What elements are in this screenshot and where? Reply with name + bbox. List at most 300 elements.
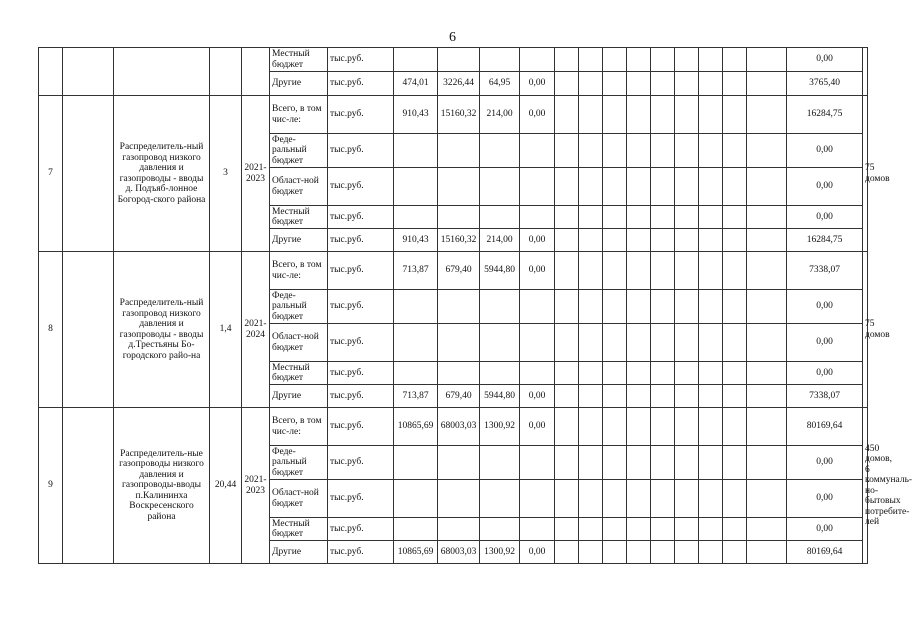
fin-type-cell: Феде-ральный бюджет bbox=[270, 290, 328, 324]
row-number-cell: 9 bbox=[39, 408, 63, 564]
value-cell bbox=[480, 362, 520, 385]
fin-type-cell: Област-ной бюджет bbox=[270, 480, 328, 518]
empty-year-cell bbox=[747, 385, 787, 408]
empty-year-cell bbox=[579, 134, 603, 168]
object-name-cell: Распределитель-ные газопроводы низкого давления и газопроводы-вводы п.Калининха Воскресенского района bbox=[114, 408, 210, 564]
empty-year-cell bbox=[627, 72, 651, 96]
empty-year-cell bbox=[675, 290, 699, 324]
empty-year-cell bbox=[699, 362, 723, 385]
fin-type-cell: Всего, в том чис-ле: bbox=[270, 96, 328, 134]
empty-year-cell bbox=[579, 290, 603, 324]
period-cell: 2021-2024 bbox=[242, 252, 270, 408]
empty-year-cell bbox=[603, 290, 627, 324]
empty-year-cell bbox=[579, 518, 603, 541]
empty-year-cell bbox=[699, 134, 723, 168]
total-cell: 0,00 bbox=[787, 446, 863, 480]
value-cell: 0,00 bbox=[520, 541, 555, 564]
value-cell bbox=[394, 362, 438, 385]
value-cell: 68003,03 bbox=[438, 541, 480, 564]
value-cell: 910,43 bbox=[394, 229, 438, 252]
empty-year-cell bbox=[723, 480, 747, 518]
empty-year-cell bbox=[555, 480, 579, 518]
empty-year-cell bbox=[627, 252, 651, 290]
empty-year-cell bbox=[603, 48, 627, 72]
value-cell bbox=[394, 480, 438, 518]
empty-year-cell bbox=[747, 541, 787, 564]
empty-year-cell bbox=[603, 72, 627, 96]
empty-year-cell bbox=[723, 518, 747, 541]
total-cell: 0,00 bbox=[787, 206, 863, 229]
empty-year-cell bbox=[675, 206, 699, 229]
unit-cell: тыс.руб. bbox=[328, 96, 394, 134]
value-cell: 10865,69 bbox=[394, 541, 438, 564]
empty-year-cell bbox=[579, 541, 603, 564]
empty-year-cell bbox=[675, 72, 699, 96]
value-cell: 15160,32 bbox=[438, 229, 480, 252]
empty-year-cell bbox=[747, 229, 787, 252]
empty-year-cell bbox=[723, 229, 747, 252]
value-cell: 3226,44 bbox=[438, 72, 480, 96]
empty-year-cell bbox=[603, 362, 627, 385]
empty-year-cell bbox=[675, 408, 699, 446]
value-cell bbox=[438, 518, 480, 541]
total-cell: 0,00 bbox=[787, 480, 863, 518]
empty-year-cell bbox=[555, 134, 579, 168]
empty-year-cell bbox=[651, 362, 675, 385]
total-cell: 0,00 bbox=[787, 134, 863, 168]
empty-year-cell bbox=[699, 541, 723, 564]
empty-year-cell bbox=[747, 518, 787, 541]
total-cell: 7338,07 bbox=[787, 385, 863, 408]
value-cell bbox=[480, 134, 520, 168]
empty-year-cell bbox=[555, 168, 579, 206]
value-cell bbox=[520, 362, 555, 385]
value-cell: 679,40 bbox=[438, 385, 480, 408]
fin-type-cell: Другие bbox=[270, 72, 328, 96]
empty-year-cell bbox=[723, 324, 747, 362]
empty-year-cell bbox=[651, 446, 675, 480]
value-cell bbox=[480, 518, 520, 541]
value-cell bbox=[394, 446, 438, 480]
value-cell: 0,00 bbox=[520, 252, 555, 290]
value-cell bbox=[394, 48, 438, 72]
empty-year-cell bbox=[699, 206, 723, 229]
total-cell: 0,00 bbox=[787, 362, 863, 385]
empty-year-cell bbox=[579, 48, 603, 72]
table-row bbox=[39, 48, 868, 72]
empty-year-cell bbox=[627, 96, 651, 134]
fin-type-cell: Местный бюджет bbox=[270, 206, 328, 229]
result-cell: 75 домов bbox=[863, 252, 868, 408]
unit-cell: тыс.руб. bbox=[328, 48, 394, 72]
value-cell bbox=[394, 206, 438, 229]
empty-year-cell bbox=[603, 134, 627, 168]
empty-year-cell bbox=[555, 362, 579, 385]
total-cell: 80169,64 bbox=[787, 541, 863, 564]
empty-year-cell bbox=[651, 134, 675, 168]
empty-year-cell bbox=[579, 168, 603, 206]
length-cell: 1,4 bbox=[210, 252, 242, 408]
value-cell bbox=[438, 134, 480, 168]
empty-year-cell bbox=[555, 206, 579, 229]
table-row bbox=[39, 252, 868, 290]
value-cell: 713,87 bbox=[394, 385, 438, 408]
empty-year-cell bbox=[675, 385, 699, 408]
empty-year-cell bbox=[675, 541, 699, 564]
total-cell: 0,00 bbox=[787, 324, 863, 362]
empty-year-cell bbox=[579, 96, 603, 134]
empty-year-cell bbox=[603, 229, 627, 252]
empty-year-cell bbox=[555, 541, 579, 564]
empty-cell bbox=[114, 48, 210, 96]
empty-year-cell bbox=[555, 96, 579, 134]
empty-year-cell bbox=[579, 229, 603, 252]
total-cell: 7338,07 bbox=[787, 252, 863, 290]
empty-cell bbox=[39, 48, 63, 96]
empty-year-cell bbox=[723, 168, 747, 206]
empty-year-cell bbox=[603, 252, 627, 290]
period-cell: 2021-2023 bbox=[242, 96, 270, 252]
empty-year-cell bbox=[723, 408, 747, 446]
empty-year-cell bbox=[579, 385, 603, 408]
empty-cell bbox=[63, 48, 114, 96]
empty-year-cell bbox=[603, 168, 627, 206]
value-cell: 214,00 bbox=[480, 229, 520, 252]
empty-year-cell bbox=[699, 518, 723, 541]
empty-year-cell bbox=[675, 134, 699, 168]
fin-type-cell: Другие bbox=[270, 229, 328, 252]
empty-year-cell bbox=[675, 480, 699, 518]
value-cell bbox=[394, 324, 438, 362]
value-cell: 713,87 bbox=[394, 252, 438, 290]
empty-year-cell bbox=[603, 446, 627, 480]
empty-year-cell bbox=[675, 446, 699, 480]
empty-year-cell bbox=[627, 168, 651, 206]
empty-year-cell bbox=[579, 206, 603, 229]
total-cell: 0,00 bbox=[787, 168, 863, 206]
value-cell: 0,00 bbox=[520, 96, 555, 134]
empty-year-cell bbox=[747, 324, 787, 362]
empty-year-cell bbox=[579, 324, 603, 362]
value-cell bbox=[480, 206, 520, 229]
value-cell bbox=[520, 290, 555, 324]
empty-year-cell bbox=[747, 290, 787, 324]
fin-type-cell: Област-ной бюджет bbox=[270, 168, 328, 206]
value-cell: 68003,03 bbox=[438, 408, 480, 446]
empty-year-cell bbox=[627, 290, 651, 324]
empty-year-cell bbox=[699, 96, 723, 134]
empty-year-cell bbox=[555, 290, 579, 324]
unit-cell: тыс.руб. bbox=[328, 541, 394, 564]
empty-year-cell bbox=[603, 385, 627, 408]
value-cell: 679,40 bbox=[438, 252, 480, 290]
fin-type-cell: Местный бюджет bbox=[270, 48, 328, 72]
unit-cell: тыс.руб. bbox=[328, 229, 394, 252]
empty-year-cell bbox=[555, 385, 579, 408]
empty-year-cell bbox=[555, 72, 579, 96]
row-number-cell: 7 bbox=[39, 96, 63, 252]
value-cell: 0,00 bbox=[520, 229, 555, 252]
unit-cell: тыс.руб. bbox=[328, 408, 394, 446]
fin-type-cell: Местный бюджет bbox=[270, 518, 328, 541]
empty-year-cell bbox=[699, 290, 723, 324]
empty-year-cell bbox=[651, 408, 675, 446]
unit-cell: тыс.руб. bbox=[328, 480, 394, 518]
value-cell bbox=[520, 134, 555, 168]
unit-cell: тыс.руб. bbox=[328, 168, 394, 206]
result-cell: 450 домов, 6 коммуналь-но-бытовых потребите-лей bbox=[863, 408, 868, 564]
empty-cell bbox=[242, 48, 270, 96]
unit-cell: тыс.руб. bbox=[328, 206, 394, 229]
value-cell: 0,00 bbox=[520, 408, 555, 446]
value-cell: 64,95 bbox=[480, 72, 520, 96]
empty-year-cell bbox=[579, 252, 603, 290]
empty-year-cell bbox=[579, 408, 603, 446]
empty-year-cell bbox=[555, 446, 579, 480]
value-cell bbox=[520, 518, 555, 541]
empty-year-cell bbox=[651, 324, 675, 362]
value-cell bbox=[438, 480, 480, 518]
empty-year-cell bbox=[723, 96, 747, 134]
total-cell: 3765,40 bbox=[787, 72, 863, 96]
empty-year-cell bbox=[723, 72, 747, 96]
empty-year-cell bbox=[651, 480, 675, 518]
value-cell bbox=[520, 168, 555, 206]
empty-year-cell bbox=[603, 518, 627, 541]
fin-type-cell: Всего, в том чис-ле: bbox=[270, 408, 328, 446]
empty-year-cell bbox=[651, 96, 675, 134]
empty-year-cell bbox=[651, 518, 675, 541]
empty-year-cell bbox=[651, 48, 675, 72]
total-cell: 0,00 bbox=[787, 290, 863, 324]
value-cell bbox=[480, 48, 520, 72]
empty-year-cell bbox=[747, 206, 787, 229]
empty-year-cell bbox=[651, 206, 675, 229]
empty-year-cell bbox=[747, 446, 787, 480]
object-name-cell: Распределитель-ный газопровод низкого давления и газопроводы - вводы д. Подъяб-лонное Богород-ского района bbox=[114, 96, 210, 252]
empty-year-cell bbox=[651, 168, 675, 206]
empty-year-cell bbox=[723, 252, 747, 290]
empty-year-cell bbox=[579, 72, 603, 96]
empty-year-cell bbox=[651, 252, 675, 290]
empty-year-cell bbox=[747, 134, 787, 168]
empty-year-cell bbox=[747, 48, 787, 72]
fin-type-cell: Всего, в том чис-ле: bbox=[270, 252, 328, 290]
object-name-cell: Распределитель-ный газопровод низкого давления и газопроводы - вводы д.Трестьяны Бо-городского райо-на bbox=[114, 252, 210, 408]
empty-year-cell bbox=[699, 324, 723, 362]
empty-year-cell bbox=[747, 362, 787, 385]
empty-year-cell bbox=[747, 72, 787, 96]
unit-cell: тыс.руб. bbox=[328, 134, 394, 168]
empty-cell bbox=[63, 408, 114, 564]
total-cell: 16284,75 bbox=[787, 96, 863, 134]
value-cell: 474,01 bbox=[394, 72, 438, 96]
empty-year-cell bbox=[603, 96, 627, 134]
empty-year-cell bbox=[627, 362, 651, 385]
empty-year-cell bbox=[675, 168, 699, 206]
value-cell bbox=[480, 324, 520, 362]
value-cell bbox=[480, 446, 520, 480]
empty-year-cell bbox=[555, 324, 579, 362]
empty-year-cell bbox=[627, 480, 651, 518]
unit-cell: тыс.руб. bbox=[328, 362, 394, 385]
empty-year-cell bbox=[675, 96, 699, 134]
empty-year-cell bbox=[555, 48, 579, 72]
value-cell: 0,00 bbox=[520, 385, 555, 408]
unit-cell: тыс.руб. bbox=[328, 324, 394, 362]
value-cell bbox=[520, 324, 555, 362]
empty-year-cell bbox=[627, 518, 651, 541]
empty-year-cell bbox=[699, 385, 723, 408]
table-row bbox=[39, 96, 868, 134]
empty-year-cell bbox=[555, 252, 579, 290]
value-cell bbox=[438, 362, 480, 385]
empty-year-cell bbox=[651, 541, 675, 564]
total-cell: 0,00 bbox=[787, 48, 863, 72]
value-cell: 5944,80 bbox=[480, 385, 520, 408]
value-cell: 1300,92 bbox=[480, 541, 520, 564]
empty-year-cell bbox=[723, 206, 747, 229]
unit-cell: тыс.руб. bbox=[328, 72, 394, 96]
value-cell bbox=[520, 446, 555, 480]
fin-type-cell: Местный бюджет bbox=[270, 362, 328, 385]
value-cell: 1300,92 bbox=[480, 408, 520, 446]
value-cell bbox=[438, 324, 480, 362]
empty-year-cell bbox=[699, 72, 723, 96]
value-cell bbox=[438, 290, 480, 324]
empty-year-cell bbox=[603, 408, 627, 446]
total-cell: 16284,75 bbox=[787, 229, 863, 252]
empty-year-cell bbox=[699, 480, 723, 518]
value-cell bbox=[480, 168, 520, 206]
empty-year-cell bbox=[627, 324, 651, 362]
value-cell: 214,00 bbox=[480, 96, 520, 134]
page-number: 6 bbox=[449, 30, 456, 45]
empty-cell bbox=[63, 96, 114, 252]
empty-year-cell bbox=[723, 385, 747, 408]
empty-year-cell bbox=[579, 362, 603, 385]
fin-type-cell: Феде-ральный бюджет bbox=[270, 446, 328, 480]
empty-year-cell bbox=[651, 385, 675, 408]
value-cell: 15160,32 bbox=[438, 96, 480, 134]
value-cell bbox=[438, 48, 480, 72]
fin-type-cell: Област-ной бюджет bbox=[270, 324, 328, 362]
value-cell: 10865,69 bbox=[394, 408, 438, 446]
empty-year-cell bbox=[627, 408, 651, 446]
empty-year-cell bbox=[723, 290, 747, 324]
result-cell bbox=[863, 48, 868, 96]
empty-year-cell bbox=[651, 72, 675, 96]
value-cell bbox=[520, 480, 555, 518]
unit-cell: тыс.руб. bbox=[328, 518, 394, 541]
empty-year-cell bbox=[627, 48, 651, 72]
row-number-cell: 8 bbox=[39, 252, 63, 408]
empty-year-cell bbox=[651, 229, 675, 252]
empty-year-cell bbox=[723, 48, 747, 72]
value-cell bbox=[480, 480, 520, 518]
value-cell bbox=[438, 206, 480, 229]
empty-year-cell bbox=[699, 252, 723, 290]
empty-year-cell bbox=[675, 324, 699, 362]
empty-year-cell bbox=[603, 541, 627, 564]
empty-year-cell bbox=[699, 48, 723, 72]
value-cell bbox=[394, 168, 438, 206]
unit-cell: тыс.руб. bbox=[328, 290, 394, 324]
empty-year-cell bbox=[555, 229, 579, 252]
value-cell: 910,43 bbox=[394, 96, 438, 134]
fin-type-cell: Другие bbox=[270, 541, 328, 564]
empty-year-cell bbox=[555, 518, 579, 541]
empty-year-cell bbox=[747, 408, 787, 446]
fin-type-cell: Феде-ральный бюджет bbox=[270, 134, 328, 168]
value-cell bbox=[438, 446, 480, 480]
empty-year-cell bbox=[651, 290, 675, 324]
empty-year-cell bbox=[723, 446, 747, 480]
empty-year-cell bbox=[627, 541, 651, 564]
empty-year-cell bbox=[699, 229, 723, 252]
empty-year-cell bbox=[627, 385, 651, 408]
empty-year-cell bbox=[603, 480, 627, 518]
empty-year-cell bbox=[627, 134, 651, 168]
empty-year-cell bbox=[699, 408, 723, 446]
empty-year-cell bbox=[675, 229, 699, 252]
empty-year-cell bbox=[603, 206, 627, 229]
empty-year-cell bbox=[675, 518, 699, 541]
unit-cell: тыс.руб. bbox=[328, 252, 394, 290]
empty-year-cell bbox=[747, 252, 787, 290]
empty-year-cell bbox=[723, 134, 747, 168]
unit-cell: тыс.руб. bbox=[328, 446, 394, 480]
empty-year-cell bbox=[603, 324, 627, 362]
empty-year-cell bbox=[699, 168, 723, 206]
empty-cell bbox=[210, 48, 242, 96]
empty-year-cell bbox=[579, 446, 603, 480]
value-cell bbox=[480, 290, 520, 324]
result-cell: 75 домов bbox=[863, 96, 868, 252]
value-cell bbox=[394, 134, 438, 168]
empty-year-cell bbox=[747, 168, 787, 206]
financing-table bbox=[38, 47, 912, 564]
total-cell: 0,00 bbox=[787, 518, 863, 541]
empty-year-cell bbox=[747, 480, 787, 518]
value-cell bbox=[520, 48, 555, 72]
empty-year-cell bbox=[723, 362, 747, 385]
empty-year-cell bbox=[699, 446, 723, 480]
empty-year-cell bbox=[627, 206, 651, 229]
period-cell: 2021-2023 bbox=[242, 408, 270, 564]
empty-year-cell bbox=[747, 96, 787, 134]
length-cell: 3 bbox=[210, 96, 242, 252]
empty-year-cell bbox=[627, 446, 651, 480]
empty-year-cell bbox=[675, 252, 699, 290]
total-cell: 80169,64 bbox=[787, 408, 863, 446]
empty-year-cell bbox=[579, 480, 603, 518]
length-cell: 20,44 bbox=[210, 408, 242, 564]
unit-cell: тыс.руб. bbox=[328, 385, 394, 408]
empty-year-cell bbox=[723, 541, 747, 564]
empty-year-cell bbox=[675, 362, 699, 385]
value-cell: 5944,80 bbox=[480, 252, 520, 290]
value-cell bbox=[520, 206, 555, 229]
empty-year-cell bbox=[675, 48, 699, 72]
value-cell: 0,00 bbox=[520, 72, 555, 96]
fin-type-cell: Другие bbox=[270, 385, 328, 408]
value-cell bbox=[438, 168, 480, 206]
empty-year-cell bbox=[555, 408, 579, 446]
table-row bbox=[39, 408, 868, 446]
value-cell bbox=[394, 518, 438, 541]
empty-cell bbox=[63, 252, 114, 408]
